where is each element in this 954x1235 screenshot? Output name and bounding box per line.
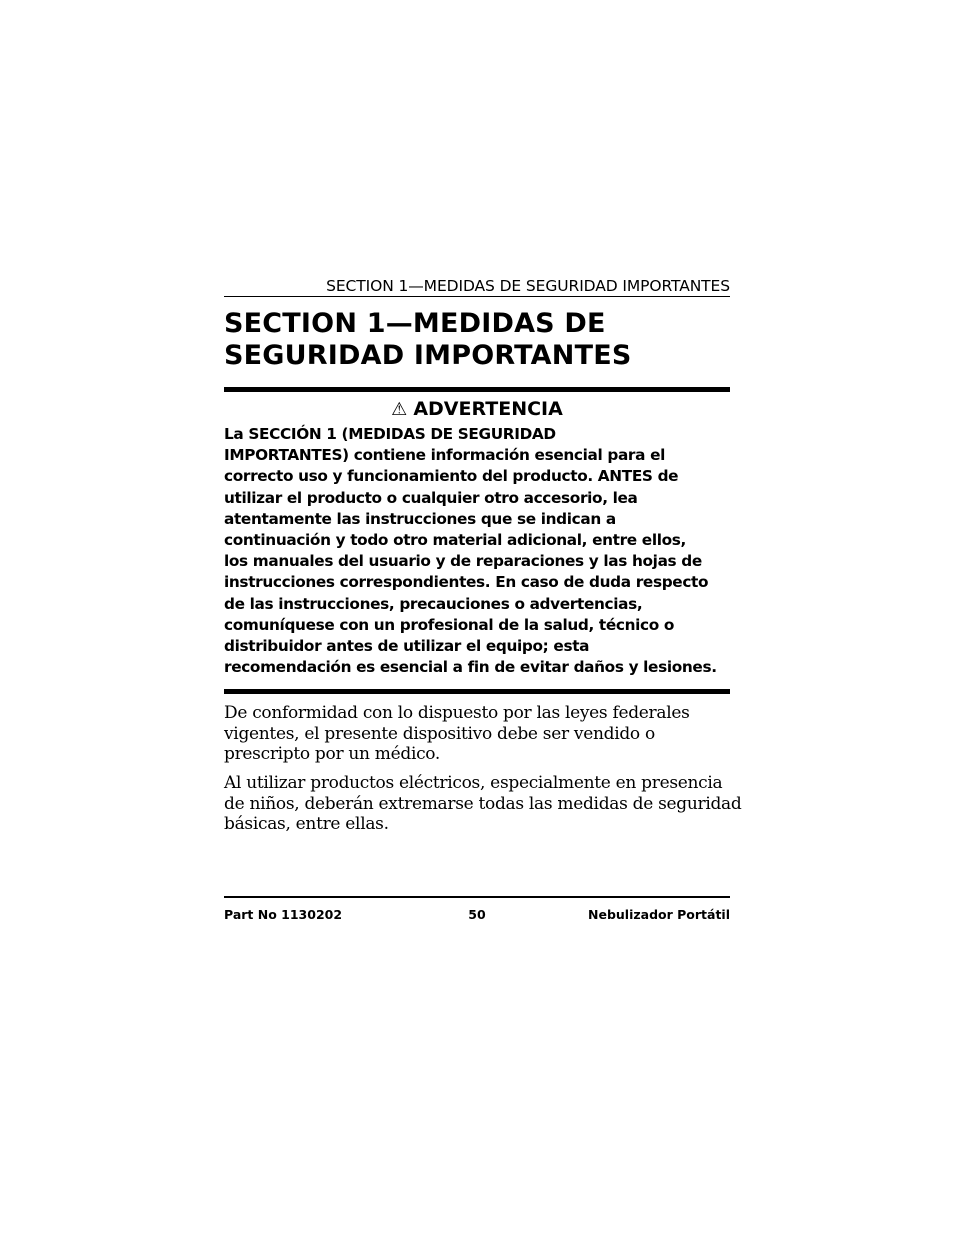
paragraph-line: básicas, entre ellas. bbox=[224, 814, 389, 834]
warning-line: instrucciones correspondientes. En caso de duda respecto bbox=[224, 573, 709, 592]
warning-heading-text: ADVERTENCIA bbox=[413, 398, 563, 420]
paragraph-line: prescripto por un médico. bbox=[224, 744, 441, 764]
warning-triangle-icon: ⚠ bbox=[391, 399, 408, 420]
warning-top-rule bbox=[224, 387, 730, 392]
warning-bottom-rule bbox=[224, 689, 730, 694]
section-title-line-2: SEGURIDAD IMPORTANTES bbox=[224, 340, 632, 371]
footer-product-name: Nebulizador Portátil bbox=[588, 907, 730, 922]
warning-line: La SECCIÓN 1 (MEDIDAS DE SEGURIDAD bbox=[224, 425, 556, 443]
warning-body bbox=[224, 424, 730, 678]
paragraph-electrical-safety bbox=[224, 773, 742, 835]
warning-line: los manuales del usuario y de reparaciones y las hojas de bbox=[224, 552, 702, 571]
paragraph-line: de niños, deberán extremarse todas las medidas de seguridad bbox=[224, 793, 742, 814]
paragraph-line: vigentes, el presente dispositivo debe ser vendido o bbox=[224, 723, 655, 744]
warning-line: distribuidor antes de utilizar el equipo; esta bbox=[224, 637, 590, 656]
warning-line: continuación y todo otro material adicional, entre ellos, bbox=[224, 531, 686, 550]
warning-line: atentamente las instrucciones que se indican a bbox=[224, 509, 616, 528]
footer-rule bbox=[224, 896, 730, 898]
footer-page-number: 50 bbox=[468, 907, 486, 922]
paragraph-line: Al utilizar productos eléctricos, especialmente en presencia bbox=[224, 773, 723, 793]
section-title bbox=[224, 308, 730, 372]
warning-line: recomendación es esencial a fin de evitar daños y lesiones. bbox=[224, 658, 717, 677]
warning-line: de las instrucciones, precauciones o advertencias, bbox=[224, 594, 643, 613]
warning-line: comuníquese con un profesional de la salud, técnico o bbox=[224, 615, 675, 634]
header-rule bbox=[224, 296, 730, 297]
warning-line: utilizar el producto o cualquier otro accesorio, lea bbox=[224, 488, 638, 507]
page-footer bbox=[224, 906, 730, 924]
paragraph-federal-law bbox=[224, 703, 730, 765]
warning-heading bbox=[224, 397, 730, 422]
paragraph-line: De conformidad con lo dispuesto por las leyes federales bbox=[224, 703, 690, 723]
document-page bbox=[224, 0, 742, 1235]
warning-line: IMPORTANTES) contiene información esencial para el bbox=[224, 446, 665, 465]
warning-line: correcto uso y funcionamiento del producto. ANTES de bbox=[224, 467, 679, 486]
section-title-line-1: SECTION 1—MEDIDAS DE bbox=[224, 308, 606, 339]
footer-part-number: Part No 1130202 bbox=[224, 907, 343, 922]
running-header: SECTION 1—MEDIDAS DE SEGURIDAD IMPORTANTES bbox=[326, 277, 730, 295]
